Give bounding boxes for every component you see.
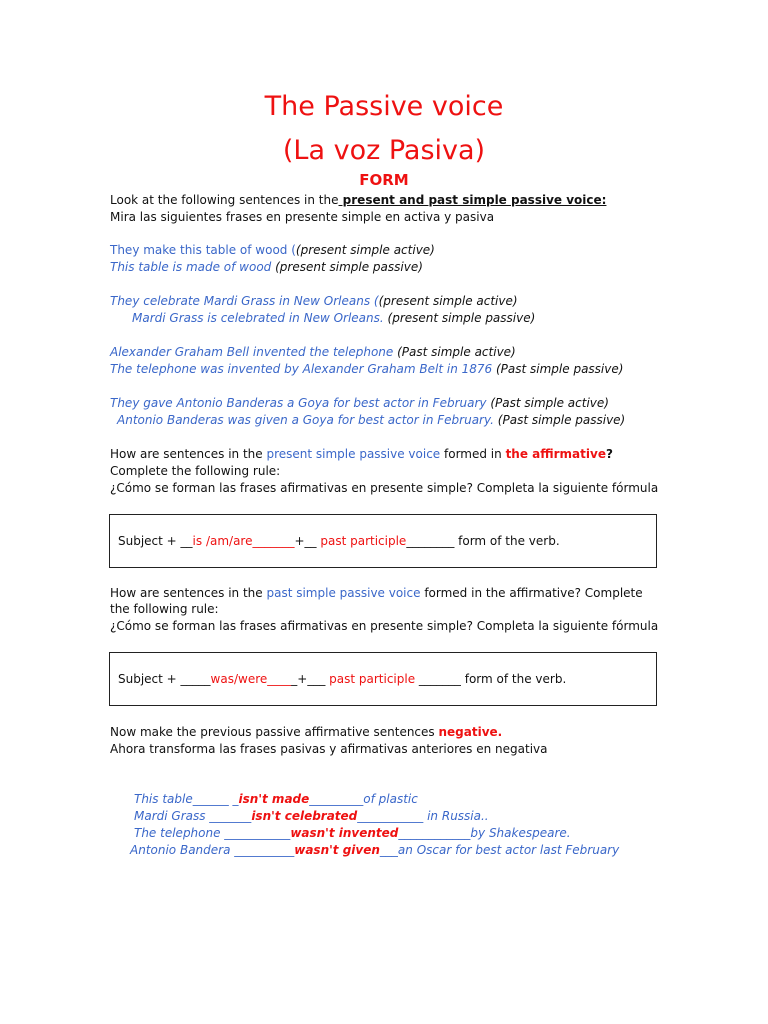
question-instruction: Complete the following rule: bbox=[110, 464, 281, 478]
example-text: They gave Antonio Banderas a Goya for best actor in February bbox=[110, 396, 491, 410]
rule-answer-auxiliary: is /am/are_______ bbox=[192, 534, 295, 548]
page-subtitle: (La voz Pasiva) bbox=[282, 135, 486, 166]
example-sentence bbox=[110, 395, 609, 412]
negative-keyword: negative. bbox=[438, 725, 503, 739]
answer-text: _________of plastic bbox=[309, 792, 418, 806]
intro-spanish: Mira las siguientes frases en presente simple en activa y pasiva bbox=[110, 210, 495, 224]
negative-text: Now make the previous passive affirmative sentences bbox=[110, 725, 439, 739]
rule-part: +__ bbox=[294, 534, 321, 548]
example-sentence bbox=[110, 361, 623, 378]
rule-box-present bbox=[109, 514, 657, 568]
example-note: (present simple passive) bbox=[275, 260, 423, 274]
rule-answer-participle: past participle bbox=[320, 534, 407, 548]
example-text: Mardi Grass is celebrated in New Orleans. bbox=[132, 311, 388, 325]
question-past bbox=[110, 585, 643, 602]
question-instruction: the following rule: bbox=[110, 602, 219, 616]
answer-line bbox=[130, 842, 619, 859]
answer-negative: isn't celebrated bbox=[251, 809, 358, 823]
intro-english bbox=[110, 192, 606, 209]
answer-line bbox=[134, 808, 489, 825]
answer-text: ____________by Shakespeare. bbox=[398, 826, 571, 840]
answer-text: Antonio Bandera __________ bbox=[130, 843, 295, 857]
question-text: formed in bbox=[440, 447, 506, 461]
page-title: The Passive voice bbox=[264, 91, 504, 122]
rule-part: _______ form of the verb. bbox=[415, 672, 567, 686]
question-affirmative: the affirmative bbox=[505, 447, 606, 461]
negative-instruction bbox=[110, 724, 502, 741]
example-text: They make this table of wood ( bbox=[110, 243, 296, 257]
answer-text: Mardi Grass _______ bbox=[134, 809, 252, 823]
intro-emphasis: present and past simple passive voice: bbox=[338, 193, 607, 207]
question-tense: past simple passive voice bbox=[266, 586, 421, 600]
question-mark: ? bbox=[605, 447, 613, 461]
answer-text: The telephone ___________ bbox=[134, 826, 291, 840]
answer-text: ___________ in Russia.. bbox=[357, 809, 489, 823]
example-note: (Past simple passive) bbox=[497, 413, 626, 427]
rule-box-past bbox=[109, 652, 657, 706]
example-sentence bbox=[132, 310, 535, 327]
answer-negative: wasn't invented bbox=[290, 826, 399, 840]
example-note: (present simple active) bbox=[295, 243, 435, 257]
rule-answer-participle: past participle bbox=[329, 672, 416, 686]
example-sentence bbox=[110, 344, 516, 361]
rule-part: _+___ bbox=[291, 672, 330, 686]
question-spanish: ¿Cómo se forman las frases afirmativas en presente simple? Completa la siguiente fórmula bbox=[110, 481, 659, 495]
example-note: (present simple passive) bbox=[387, 311, 536, 325]
question-text: formed in the affirmative? Complete bbox=[420, 586, 643, 600]
example-sentence bbox=[110, 259, 423, 276]
example-note: (Past simple passive) bbox=[495, 362, 624, 376]
intro-english-text: Look at the following sentences in the bbox=[110, 193, 339, 207]
example-note: (present simple active) bbox=[378, 294, 518, 308]
example-text: Antonio Banderas was given a Goya for best actor in February. bbox=[117, 413, 498, 427]
rule-part: ________ form of the verb. bbox=[406, 534, 560, 548]
rule-answer-auxiliary: was/were____ bbox=[210, 672, 292, 686]
rule-formula bbox=[118, 671, 566, 688]
answer-negative: isn't made bbox=[238, 792, 310, 806]
question-text: How are sentences in the bbox=[110, 586, 267, 600]
example-text: The telephone was invented by Alexander Graham Belt in 1876 bbox=[110, 362, 496, 376]
rule-part: Subject + _____ bbox=[118, 672, 211, 686]
answer-text: ___an Oscar for best actor last February bbox=[379, 843, 620, 857]
example-note: (Past simple active) bbox=[397, 345, 516, 359]
answer-line bbox=[134, 825, 571, 842]
question-tense: present simple passive voice bbox=[266, 447, 441, 461]
question-spanish: ¿Cómo se forman las frases afirmativas en presente simple? Completa la siguiente fórmula bbox=[110, 619, 659, 633]
question-present bbox=[110, 446, 613, 463]
negative-spanish: Ahora transforma las frases pasivas y afirmativas anteriores en negativa bbox=[110, 742, 548, 756]
question-text: How are sentences in the bbox=[110, 447, 267, 461]
example-sentence bbox=[110, 242, 435, 259]
answer-line bbox=[134, 791, 418, 808]
example-sentence bbox=[110, 293, 518, 310]
answer-negative: wasn't given bbox=[294, 843, 380, 857]
example-sentence bbox=[117, 412, 625, 429]
form-heading: FORM bbox=[359, 171, 409, 189]
example-text: This table is made of wood bbox=[110, 260, 276, 274]
rule-part: Subject + __ bbox=[118, 534, 193, 548]
example-text: They celebrate Mardi Grass in New Orleans ( bbox=[110, 294, 379, 308]
example-text: Alexander Graham Bell invented the telephone bbox=[110, 345, 398, 359]
answer-text: This table______ _ bbox=[134, 792, 239, 806]
rule-formula bbox=[118, 533, 560, 550]
example-note: (Past simple active) bbox=[490, 396, 609, 410]
